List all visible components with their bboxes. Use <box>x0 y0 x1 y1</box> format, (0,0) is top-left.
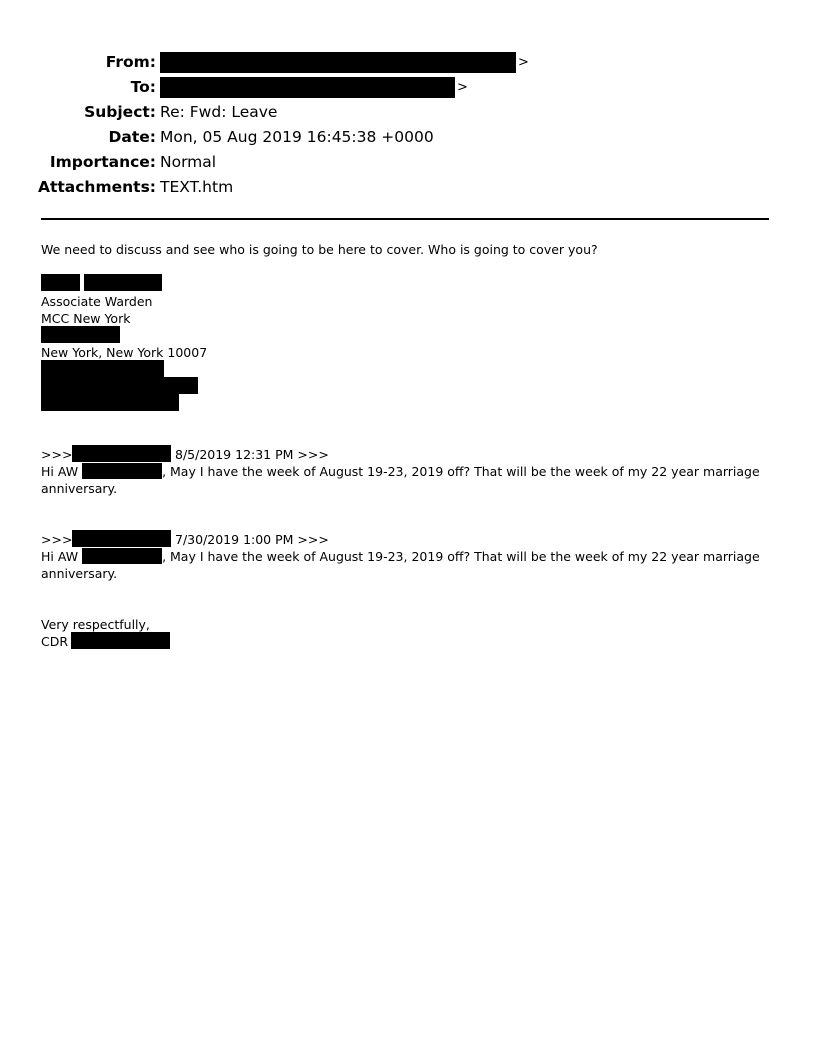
intro-text: We need to discuss and see who is going to be here to cover. Who is going to cover you? <box>41 242 598 257</box>
redaction-bar <box>82 548 162 564</box>
importance-value: Normal <box>160 153 217 171</box>
signature-city: New York, New York 10007 <box>41 345 208 360</box>
redaction-bar <box>160 77 455 98</box>
closing-rank: CDR <box>41 634 69 649</box>
signature-org: MCC New York <box>41 311 131 326</box>
to-suffix: > <box>457 80 468 95</box>
attachments-label: Attachments: <box>37 178 156 196</box>
importance-row <box>0 150 816 175</box>
to-row <box>0 75 816 100</box>
quote2-prefix: >>> <box>41 532 73 547</box>
redaction-bar <box>71 632 170 649</box>
importance-label: Importance: <box>49 153 156 171</box>
from-suffix: > <box>518 55 529 70</box>
quote2-greeting: Hi AW <box>41 549 79 564</box>
subject-label: Subject: <box>84 103 156 121</box>
quote1-date: 8/5/2019 12:31 PM >>> <box>175 447 329 462</box>
redaction-bar <box>84 274 162 291</box>
redaction-bar <box>82 463 162 479</box>
date-label: Date: <box>108 128 156 146</box>
email-header <box>0 50 816 200</box>
subject-value: Re: Fwd: Leave <box>160 103 278 121</box>
attachments-value: TEXT.htm <box>160 178 234 196</box>
subject-row <box>0 100 816 125</box>
quote1-greeting: Hi AW <box>41 464 79 479</box>
header-divider <box>41 218 769 220</box>
quote1-prefix: >>> <box>41 447 73 462</box>
closing-text: Very respectfully, <box>41 617 150 632</box>
quote1-message <box>41 463 776 497</box>
quote1-text: , May I have the week of August 19-23, 2019 off? That will be the week of my 22 year marriage anniversary. <box>41 464 760 496</box>
quote2-date: 7/30/2019 1:00 PM >>> <box>175 532 329 547</box>
redaction-bar <box>41 377 198 394</box>
redaction-bar <box>72 530 171 547</box>
signature-title: Associate Warden <box>41 294 153 309</box>
attachments-row <box>0 175 816 200</box>
redaction-bar <box>41 326 120 343</box>
from-label: From: <box>105 53 156 71</box>
redaction-bar <box>41 360 164 377</box>
to-label: To: <box>130 78 156 96</box>
to-value <box>160 75 468 100</box>
date-row <box>0 125 816 150</box>
redaction-bar <box>72 445 171 462</box>
redaction-bar <box>41 274 80 291</box>
quote2-message <box>41 548 776 582</box>
redaction-bar <box>160 52 516 73</box>
date-value: Mon, 05 Aug 2019 16:45:38 +0000 <box>160 128 434 146</box>
from-row <box>0 50 816 75</box>
quote2-text: , May I have the week of August 19-23, 2019 off? That will be the week of my 22 year marriage anniversary. <box>41 549 760 581</box>
redaction-bar <box>41 394 179 411</box>
from-value <box>160 50 529 75</box>
